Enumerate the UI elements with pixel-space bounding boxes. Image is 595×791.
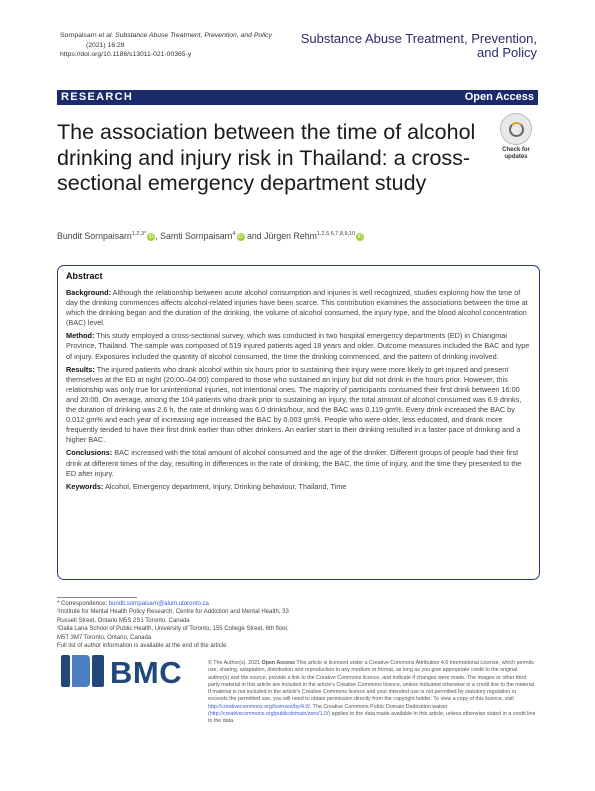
section-label: Results: xyxy=(66,364,95,374)
author-affiliation: 1,2,3* xyxy=(131,231,147,238)
abstract-results xyxy=(66,365,531,446)
open-access-notice: Open Access xyxy=(261,660,295,666)
section-label: Method: xyxy=(66,331,95,341)
abstract-keywords xyxy=(66,482,531,492)
abstract-conclusions xyxy=(66,448,531,478)
orcid-icon[interactable]: iD xyxy=(148,233,154,240)
abstract-background xyxy=(66,288,531,328)
author-info-note: Full list of author information is available at the end of the article xyxy=(57,643,227,650)
license-text xyxy=(208,660,536,726)
abstract-method xyxy=(66,331,531,361)
copyright-notice: © The Author(s). 2021 xyxy=(208,660,261,666)
license-body: ) applies to the data made available in this article, unless otherwise stated in a credit line to the data. xyxy=(208,711,536,725)
section-text: Although the relationship between acute alcohol consumption and injuries is well recognized, studies exploring how the time of day the drinking commences affects alcohol-related injuries have been scarce. This contribution examines the associations between the time at which the drinking began and the duration of the drinking, the volume of alcohol consumed, the injury type, and the blood alcohol concentration (BAC) level. xyxy=(66,288,528,328)
author-separator: , xyxy=(155,231,158,241)
correspondence-email[interactable]: bundit.sornpaisarn@alum.utoronto.ca xyxy=(108,601,209,607)
affiliation: ²Dalla Lana School of Public Health, University of Toronto, 155 College Street, 6th floor, M5T 3M7 Toronto, Ontario, Canada xyxy=(57,626,289,641)
section-text: Alcohol, Emergency department, Injury, Drinking behaviour, Thailand, Time xyxy=(104,481,347,491)
citation-authors: Sornpaisarn xyxy=(60,32,97,39)
section-text: This study employed a cross-sectional survey, which was conducted in two hospital emergency departments (ED) in Chiangmai Province, Thailand. The sample was composed of 519 injured patients aged 18 years and older. Outcome measures included the BAC and type of injury. Exposures included the quantity of alcohol consumed, the time the drinking commenced, and the pattern of drinking involved. xyxy=(66,331,530,361)
author-separator: and xyxy=(247,231,262,241)
footnote xyxy=(57,600,297,650)
author-name[interactable]: Bundit Sornpaisarn xyxy=(57,231,132,241)
bmc-mark-icon xyxy=(60,652,106,690)
article-type-label: RESEARCH xyxy=(61,91,134,103)
author-name[interactable]: Jürgen Rehm xyxy=(264,231,317,241)
license-link[interactable]: http://creativecommons.org/licenses/by/4.0/ xyxy=(208,703,310,710)
open-access-label: Open Access xyxy=(464,91,534,103)
section-label: Background: xyxy=(66,288,111,297)
article-type-banner xyxy=(57,90,538,105)
affiliation: ¹Institute for Mental Health Policy Research, Centre for Addiction and Mental Health, 33 Russell Street, Ontario M5S 2S1 Toronto, Canada xyxy=(57,609,289,624)
author-affiliation: 4 xyxy=(232,231,236,238)
check-for-updates-button[interactable] xyxy=(497,113,535,161)
license-body: This article is licensed under a Creative Commons Attribution 4.0 International License, which permits use, sharing, adaptation, distribution and reproduction in any medium or format, as long as you give appropriate credit to the original author(s) and the source, provide a link to the Creative Commons licence, and indicate if changes were made. The images or other third party material in this article are included in the article's Creative Commons licence, unless indicated otherwise in a credit line to the material. If material is not included in the article's Creative Commons licence and your intended use is not permitted by statutory regulation or exceeds the permitted use, you will need to obtain permission directly from the copyright holder. To view a copy of this licence, visit xyxy=(208,660,536,703)
author-name[interactable]: Samti Sornpaisarn xyxy=(160,231,233,241)
doi-link[interactable]: https://doi.org/10.1186/s13011-021-00365-y xyxy=(60,51,192,59)
correspondence-label: * Correspondence: xyxy=(57,601,108,607)
author-affiliation: 1,2,5,6,7,8,9,10 xyxy=(316,231,356,238)
section-label: Conclusions: xyxy=(66,448,113,458)
orcid-icon[interactable]: iD xyxy=(357,233,363,240)
check-for-updates-label: Check for updates xyxy=(502,147,530,160)
section-text: BAC increased with the total amount of alcohol consumed and the age of the drinker. Different groups of people had their first drink at different times of the day, resulting in differences in the rate of drinking, the BAC, the time of injury, and the time they presented to the ED after injury. xyxy=(66,448,522,478)
author-list xyxy=(57,231,364,241)
article-title: The association between the time of alcohol drinking and injury risk in Thailand: a cross-sectional emergency department study xyxy=(57,120,476,195)
citation-volume: (2021) 16:28 xyxy=(86,41,125,49)
bmc-logo-text: BMC xyxy=(110,655,183,690)
public-domain-link[interactable]: http://creativecommons.org/publicdomain/zero/1.0/ xyxy=(209,711,329,718)
license-body: . The Creative Commons Public Domain Dedication waiver ( xyxy=(208,703,448,718)
citation-journal: et al. Substance Abuse Treatment, Prevention, and Policy xyxy=(98,32,272,39)
update-icon xyxy=(500,113,532,145)
footnote-divider xyxy=(57,597,137,598)
journal-name: Substance Abuse Treatment, Prevention, and Policy xyxy=(300,31,537,60)
citation xyxy=(60,31,272,60)
section-text: The injured patients who drank alcohol within six hours prior to sustaining their injury were more likely to get injured and present themselves at the ED at night (20:00–04:00) compared to those who sustained an injury but did not drink in the hours prior. However, this relationship was only true for unintentional injuries, not intentional ones. The majority of participants consumed their first drink between 16:00 and 20:00. On average, among the 104 patients who drank prior to sustaining an injury, the total amount of alcohol consumed was 6.9 drinks, the duration of drinking was 2.6 h, the rate of drinking was 6.0 drinks/hour, and the BAC was 0.119 gm%. Every drink increased the BAC by 0.012 gm% and each year of increasing age increased the BAC by 0.003 gm%. People who were older, less educated, and drank more frequently tended to have their first drink earlier than other drinkers. An earlier start to their drinking resulted in a faster pace of drinking and a higher BAC. xyxy=(66,364,522,445)
bmc-logo xyxy=(60,652,183,690)
abstract-box xyxy=(57,265,540,580)
section-label: Keywords: xyxy=(66,481,104,491)
abstract-heading: Abstract xyxy=(66,271,103,281)
orcid-icon[interactable]: iD xyxy=(238,233,243,240)
